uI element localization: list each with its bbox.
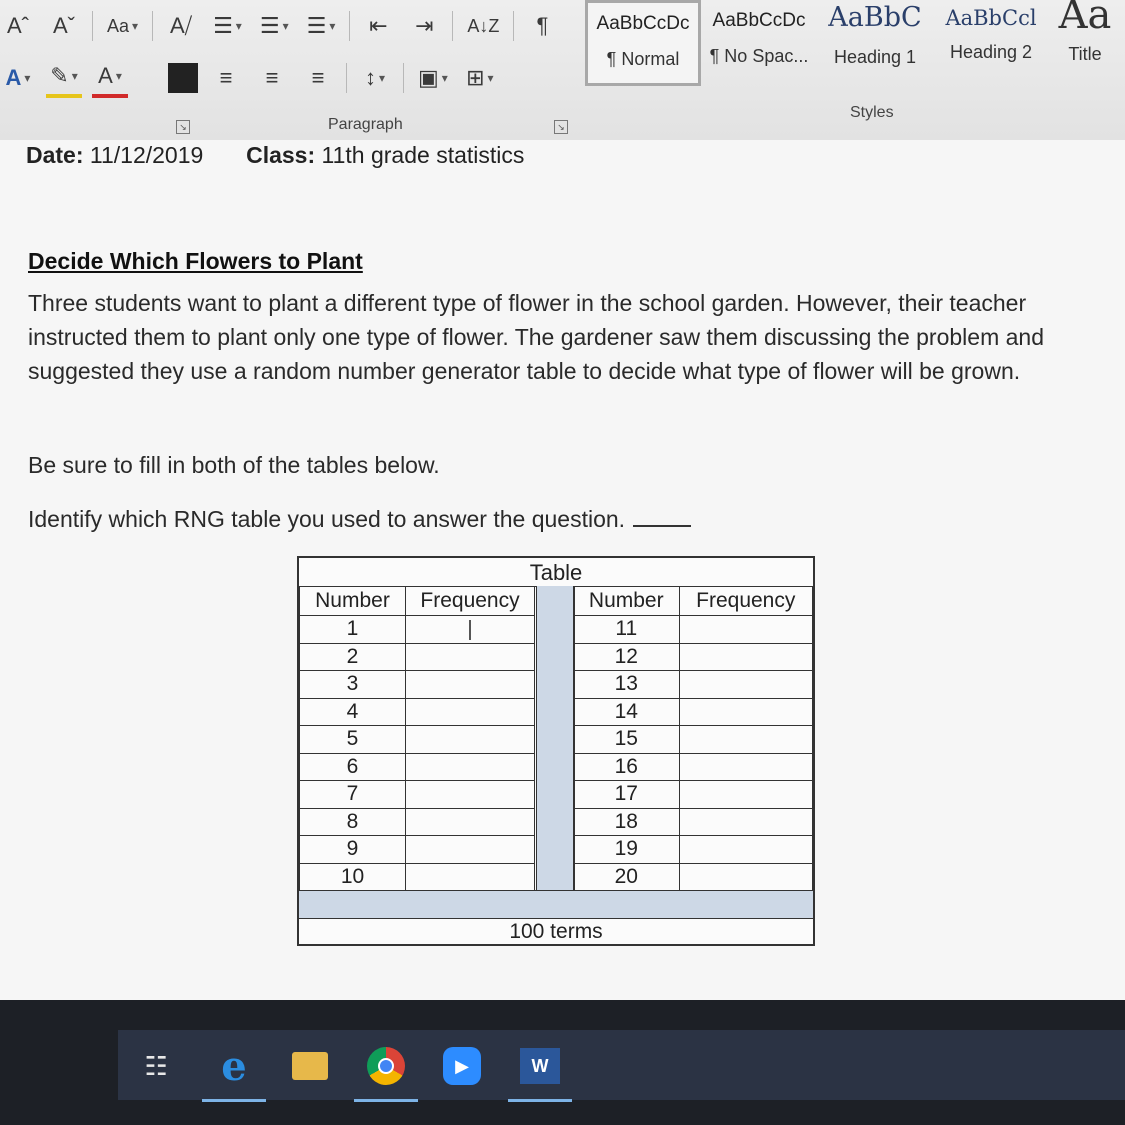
selected-block — [168, 63, 198, 93]
section-heading: Decide Which Flowers to Plant — [28, 248, 363, 274]
problem-paragraph: Three students want to plant a different type of flower in the school garden. However, their teacher instructed them to plant only one type of flower. The gardener saw them discussing the problem and suggested they use a random number generator table to decide what type of flower will be grown. — [28, 290, 1044, 384]
style-name: Heading 1 — [833, 47, 917, 67]
style-name: ¶ Normal — [606, 49, 680, 69]
frequency-cell[interactable] — [679, 671, 812, 699]
borders-button[interactable]: ⊞ ▾ — [462, 60, 498, 96]
ribbon-row-bottom — [0, 58, 498, 98]
left-subtable — [299, 586, 535, 891]
number-cell: 17 — [574, 781, 680, 809]
table-row — [300, 808, 535, 836]
number-cell: 9 — [300, 836, 406, 864]
date-label: Date: — [26, 142, 84, 168]
number-cell: 10 — [300, 863, 406, 891]
taskbar-strip — [118, 1030, 1125, 1100]
styles-group-label: Styles — [850, 104, 894, 121]
style-name: ¶ No Spac... — [709, 46, 809, 66]
question-line — [28, 506, 691, 533]
frequency-cell[interactable] — [679, 863, 812, 891]
table-row — [574, 836, 813, 864]
text-effects-button[interactable]: A ▾ — [0, 60, 36, 96]
frequency-cell[interactable] — [406, 808, 535, 836]
style-title[interactable] — [1049, 0, 1121, 86]
question-text: Identify which RNG table you used to answer the question. — [28, 506, 626, 532]
frequency-cell[interactable] — [406, 643, 535, 671]
separator — [152, 11, 153, 41]
style-normal[interactable] — [585, 0, 701, 86]
chrome-logo-icon — [367, 1047, 405, 1085]
style-name: Title — [1068, 44, 1102, 64]
document-page[interactable] — [0, 140, 1125, 1000]
number-cell: 7 — [300, 781, 406, 809]
task-view-icon[interactable]: ☷ — [144, 1050, 168, 1081]
number-cell: 8 — [300, 808, 406, 836]
frequency-cell[interactable] — [406, 753, 535, 781]
word-icon[interactable] — [518, 1044, 562, 1088]
show-formatting-button[interactable]: ¶ — [536, 13, 549, 38]
frequency-cell[interactable] — [406, 836, 535, 864]
date-value: 11/12/2019 — [89, 142, 204, 168]
class-value: 11th grade statistics — [321, 142, 525, 168]
table-row — [300, 863, 535, 891]
frequency-cell[interactable] — [679, 781, 812, 809]
style-preview: AaBbCcDc — [712, 10, 806, 31]
decrease-indent-button[interactable]: ⇤ — [369, 13, 388, 38]
table-row — [574, 616, 813, 644]
folder-icon — [292, 1052, 328, 1080]
align-center-button[interactable]: ≡ — [219, 65, 233, 90]
table-row — [300, 753, 535, 781]
separator — [403, 63, 404, 93]
change-case-button[interactable]: Aa ▾ — [103, 8, 142, 44]
frequency-cell[interactable] — [406, 671, 535, 699]
frequency-header: Frequency — [406, 587, 535, 616]
line-spacing-button[interactable]: ↕ ▾ — [357, 60, 393, 96]
frequency-cell[interactable] — [679, 753, 812, 781]
table-row — [574, 863, 813, 891]
table-row — [300, 671, 535, 699]
separator — [349, 11, 350, 41]
frequency-cell[interactable] — [679, 808, 812, 836]
align-right-button[interactable]: ≡ — [265, 65, 279, 90]
shrink-font-button[interactable]: Aˇ — [53, 13, 75, 38]
frequency-cell[interactable] — [406, 616, 535, 644]
number-cell: 4 — [300, 698, 406, 726]
number-header: Number — [574, 587, 680, 616]
table-row — [300, 643, 535, 671]
separator — [452, 11, 453, 41]
number-cell: 20 — [574, 863, 680, 891]
paragraph-group-label: Paragraph — [328, 116, 403, 133]
number-cell: 13 — [574, 671, 680, 699]
table-title: Table — [299, 558, 813, 587]
zoom-camera-icon: ▶ — [443, 1047, 481, 1085]
style-preview: Aa — [1058, 0, 1112, 38]
answer-blank[interactable] — [633, 525, 691, 527]
edge-icon[interactable]: e — [212, 1044, 256, 1088]
font-dialog-launcher-icon[interactable]: ↘ — [176, 120, 190, 134]
table-row — [574, 753, 813, 781]
style-preview: AaBbCcDc — [596, 13, 690, 34]
frequency-table — [297, 556, 815, 946]
style-preview: AaBbCcl — [945, 6, 1037, 30]
table-row — [300, 836, 535, 864]
number-cell: 19 — [574, 836, 680, 864]
number-cell: 15 — [574, 726, 680, 754]
class-label: Class: — [246, 142, 316, 168]
frequency-cell[interactable] — [406, 863, 535, 891]
frequency-cell[interactable] — [679, 643, 812, 671]
separator — [513, 11, 514, 41]
table-row — [574, 643, 813, 671]
table-row — [300, 698, 535, 726]
table-row — [574, 671, 813, 699]
style-no-spacing[interactable] — [701, 0, 817, 86]
frequency-cell[interactable] — [679, 836, 812, 864]
table-row — [574, 726, 813, 754]
frequency-cell[interactable] — [679, 698, 812, 726]
number-header: Number — [300, 587, 406, 616]
table-divider-band — [536, 586, 575, 890]
styles-gallery — [585, 0, 1121, 88]
ribbon — [0, 0, 1125, 141]
bullets-button[interactable]: ☰ ▾ — [209, 8, 246, 44]
table-footer: 100 terms — [509, 920, 603, 943]
frequency-cell[interactable] — [406, 726, 535, 754]
number-cell: 11 — [574, 616, 680, 644]
table-row — [300, 616, 535, 644]
table-row — [300, 726, 535, 754]
frequency-cell[interactable] — [679, 726, 812, 754]
table-row — [300, 781, 535, 809]
style-preview: AaBbC — [828, 2, 922, 33]
style-name: Heading 2 — [949, 42, 1033, 62]
grow-font-button[interactable]: Aˆ — [7, 13, 29, 38]
table-row — [574, 781, 813, 809]
highlight-color-button[interactable]: ✎ ▾ — [46, 58, 82, 98]
table-bottom-band — [299, 890, 813, 919]
table-row — [574, 808, 813, 836]
number-cell: 3 — [300, 671, 406, 699]
taskbar — [0, 1000, 1125, 1125]
font-color-button[interactable]: A ▾ — [92, 58, 128, 98]
number-cell: 1 — [300, 616, 406, 644]
zoom-icon[interactable] — [440, 1044, 484, 1088]
number-cell: 14 — [574, 698, 680, 726]
numbering-button[interactable]: ☰ ▾ — [256, 8, 293, 44]
text-cursor-icon — [469, 620, 471, 640]
chrome-icon[interactable] — [364, 1044, 408, 1088]
shading-button[interactable]: ▣ ▾ — [414, 60, 452, 96]
frequency-header: Frequency — [679, 587, 812, 616]
separator — [92, 11, 93, 41]
file-explorer-icon[interactable] — [288, 1044, 332, 1088]
number-cell: 12 — [574, 643, 680, 671]
clear-formatting-button[interactable]: A⧸ — [169, 13, 193, 38]
right-subtable — [573, 586, 813, 891]
separator — [346, 63, 347, 93]
number-cell: 2 — [300, 643, 406, 671]
frequency-cell[interactable] — [406, 781, 535, 809]
increase-indent-button[interactable]: ⇥ — [415, 13, 434, 38]
number-cell: 18 — [574, 808, 680, 836]
frequency-cell[interactable] — [679, 616, 812, 644]
meta-line — [26, 142, 524, 169]
number-cell: 5 — [300, 726, 406, 754]
style-heading-1[interactable] — [817, 0, 933, 86]
word-logo-icon: W — [520, 1048, 560, 1084]
instruction-text: Be sure to fill in both of the tables below. — [28, 452, 440, 478]
paragraph-dialog-launcher-icon[interactable]: ↘ — [554, 120, 568, 134]
number-cell: 16 — [574, 753, 680, 781]
sort-button[interactable]: A↓Z — [467, 15, 500, 36]
table-row — [574, 698, 813, 726]
multilevel-list-button[interactable]: ☰ ▾ — [303, 8, 340, 44]
frequency-cell[interactable] — [406, 698, 535, 726]
justify-button[interactable]: ≡ — [311, 65, 325, 90]
style-heading-2[interactable] — [933, 0, 1049, 86]
ribbon-row-top — [0, 8, 560, 44]
number-cell: 6 — [300, 753, 406, 781]
